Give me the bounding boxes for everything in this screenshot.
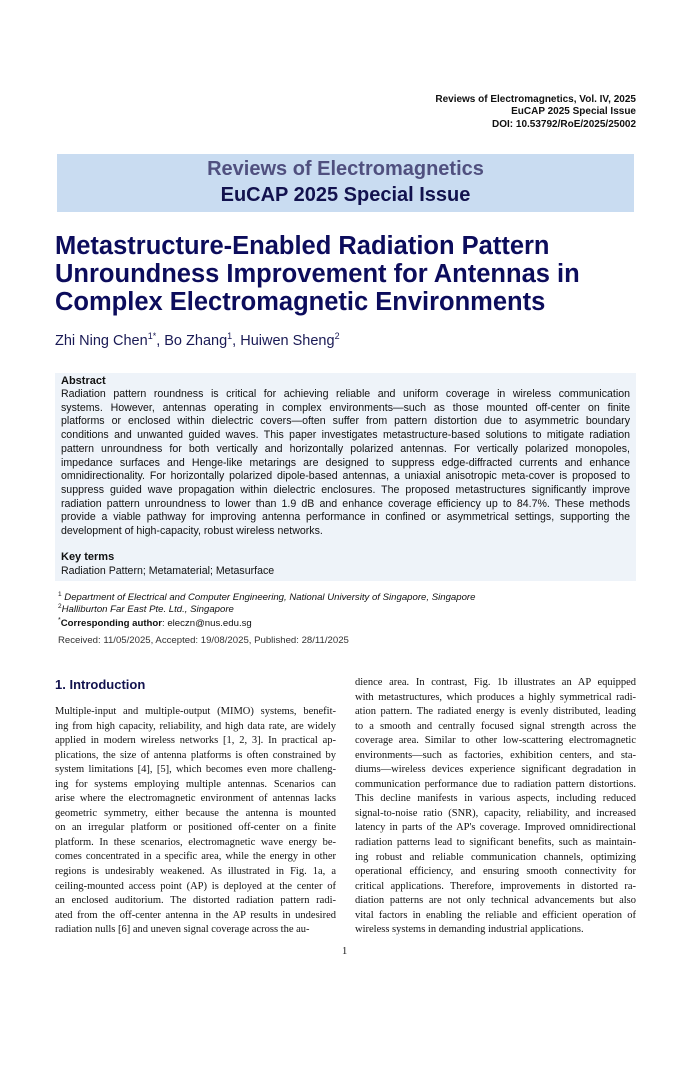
- text-line: latency in parts of the AP's coverage. Improved omnidirectional: [355, 822, 636, 834]
- text-line: communication performance due to radiation pattern distortions.: [355, 778, 636, 790]
- doi: DOI: 10.53792/RoE/2025/25002: [492, 118, 636, 130]
- paper-title: [55, 232, 655, 316]
- text-line: Multiple-input and multiple-output (MIMO) systems, benefit-: [55, 706, 336, 717]
- banner-issue: EuCAP 2025 Special Issue: [220, 184, 471, 206]
- text-line: radiation patterns lead to significant benefits, such as maintain-: [355, 837, 636, 849]
- text-line: conditions and unwanted guided waves. This paper investigates metastructure-based solutions to mitigate radiation: [61, 429, 630, 442]
- title-line: Complex Electromagnetic Environments: [55, 288, 546, 316]
- title-line: Unroundness Improvement for Antennas in: [55, 260, 580, 288]
- text-line: diation patterns are not only technical advancements but also: [355, 895, 636, 907]
- corresponding-author: [58, 617, 252, 629]
- text-line: regions is undesirably weakened. As illustrated in Fig. 1a, a: [55, 866, 336, 878]
- text-line: development of high-capacity, robust wireless networks.: [61, 525, 323, 538]
- special-issue: EuCAP 2025 Special Issue: [511, 106, 636, 118]
- text-line: platform. In these scenarios, electromagnetic wave energy be-: [55, 836, 336, 848]
- abstract-text: [61, 388, 630, 539]
- text-line: diums—wireless devices experience significant degradation in: [355, 764, 636, 776]
- affiliation: [58, 603, 234, 615]
- text-line: ated from the off-center antenna in the AP results in undesired: [55, 909, 336, 921]
- text-line: provide a viable pathway for improving antenna performance in confined or asymmetrical settings, supporting the: [61, 511, 630, 524]
- author-sup: 2: [334, 331, 340, 341]
- text-line: ation pattern. The radiated energy is evenly distributed, leading: [355, 706, 636, 718]
- section-heading: 1. Introduction: [55, 677, 146, 692]
- affiliation: [58, 591, 475, 603]
- text-line: omnidirectionality. For horizontally polarized dipole-based antennas, a uniaxial anisotropic meta-cover is proposed to: [61, 470, 630, 483]
- text-line: plications, the size of antenna platforms is often constrained by: [55, 749, 336, 761]
- author-name: Zhi Ning Chen: [55, 332, 148, 349]
- text-line: vital factors in enabling the reliable and efficient operation of: [355, 909, 636, 921]
- author-name: Bo Zhang: [164, 332, 228, 349]
- title-line: Metastructure-Enabled Radiation Pattern: [55, 232, 550, 260]
- text-line: ing robust and reliable communication channels, optimizing: [355, 851, 636, 863]
- text-line: critical applications. Therefore, improvements in distorted ra-: [355, 880, 636, 892]
- text-line: geometric symmetry, either because the antenna is mounted: [55, 807, 336, 819]
- affiliation-text: Halliburton Far East Pte. Ltd., Singapore: [61, 604, 234, 616]
- publication-dates: Received: 11/05/2025, Accepted: 19/08/2025, Published: 28/11/2025: [58, 635, 349, 646]
- text-line: wireless systems in demanding industrial applications.: [355, 924, 584, 936]
- text-line: an enclosed auditorium. The distorted radiation pattern radi-: [55, 895, 336, 907]
- text-line: environments—such as factories, exhibition centers, and sta-: [355, 749, 636, 761]
- text-line: radiation pattern unroundness to lower than 1.9 dB and enhance coverage efficiency up to 84.7%. These methods: [61, 497, 630, 510]
- left-column: [55, 705, 336, 938]
- corr-mark: *: [58, 617, 61, 624]
- text-line: ing for systems employing multiple antennas. Scenarios can: [55, 778, 336, 790]
- running-head: [435, 94, 636, 131]
- text-line: coverage area. Similar to other low-scattering electromagnetic: [355, 735, 636, 747]
- corr-label: Corresponding author: [60, 618, 162, 630]
- keyterms-heading: Key terms: [61, 551, 115, 563]
- text-line: radiation nulls [6] and uneven signal coverage across the au-: [55, 924, 310, 936]
- author-sep: ,: [232, 332, 241, 349]
- author-list: [55, 331, 340, 349]
- affiliation-sup: 1: [58, 591, 62, 598]
- text-line: signal-to-noise ratio (SNR), capacity, reliability, and increased: [355, 807, 636, 819]
- text-line: systems. However, antennas operating in complex environments—such as those mounted off-center on finite: [61, 401, 630, 414]
- text-line: This decline manifests in various aspects, including reduced: [355, 793, 636, 805]
- affiliation-text: Department of Electrical and Computer Engineering, National University of Singapore, Singapore: [64, 592, 476, 604]
- text-line: system limitations [4], [5], which becomes even more challeng-: [55, 764, 336, 776]
- text-line: to a smooth and centrally focused signal strength across the: [355, 720, 636, 732]
- author-sep: ,: [156, 332, 165, 349]
- banner-journal: Reviews of Electromagnetics: [207, 158, 484, 180]
- text-line: with metastructures, which produces a highly symmetrical radi-: [355, 691, 636, 703]
- text-line: ing from high capacity, reliability, and high data rate, are widely: [55, 720, 336, 732]
- text-line: pattern unroundness for both vertically and horizontally polarized antennas. For vertically polarized monopoles,: [61, 442, 630, 455]
- right-column: [355, 676, 636, 938]
- author-sup: 1*: [147, 331, 157, 341]
- text-line: ceiling-mounted access point (AP) is deployed at the center of: [55, 880, 336, 892]
- text-line: suppress guided wave propagation within dielectric enclosures. The proposed metastructures significantly improve: [61, 483, 630, 496]
- journal-volume: Reviews of Electromagnetics, Vol. IV, 2025: [435, 94, 636, 105]
- text-line: on an irregular platform or positioned off-center on a finite: [55, 822, 336, 834]
- abstract-heading: Abstract: [61, 375, 106, 387]
- text-line: platforms or enclosed within dielectric covers—often suffer from pattern distortion due to asymmetric boundary: [61, 415, 630, 428]
- text-line: Radiation pattern roundness is critical for achieving reliable and uniform coverage in wireless communication: [61, 388, 630, 400]
- text-line: operational efficiency, and ensuring smooth connectivity for: [355, 866, 636, 878]
- author-sup: 1: [227, 331, 233, 341]
- page-number: 1: [342, 946, 348, 957]
- text-line: comes concentrated in a specific area, while the energy in other: [55, 851, 336, 863]
- corr-email[interactable]: : eleczn@nus.edu.sg: [162, 618, 252, 630]
- text-line: dience area. In contrast, Fig. 1b illustrates an AP equipped: [355, 677, 636, 688]
- journal-banner: [57, 154, 634, 212]
- text-line: arise where the electromagnetic environment of antennas lacks: [55, 793, 336, 805]
- author-name: Huiwen Sheng: [240, 332, 335, 349]
- affiliation-sup: 2: [58, 603, 62, 610]
- text-line: impedance surfaces and Henge-like metarings are designed to suppress edge-diffracted currents and enhance: [61, 456, 630, 469]
- keyterms-text: Radiation Pattern; Metamaterial; Metasurface: [61, 565, 275, 577]
- text-line: applied in modern wireless networks [1, 2, 3]. In practical ap-: [55, 735, 336, 747]
